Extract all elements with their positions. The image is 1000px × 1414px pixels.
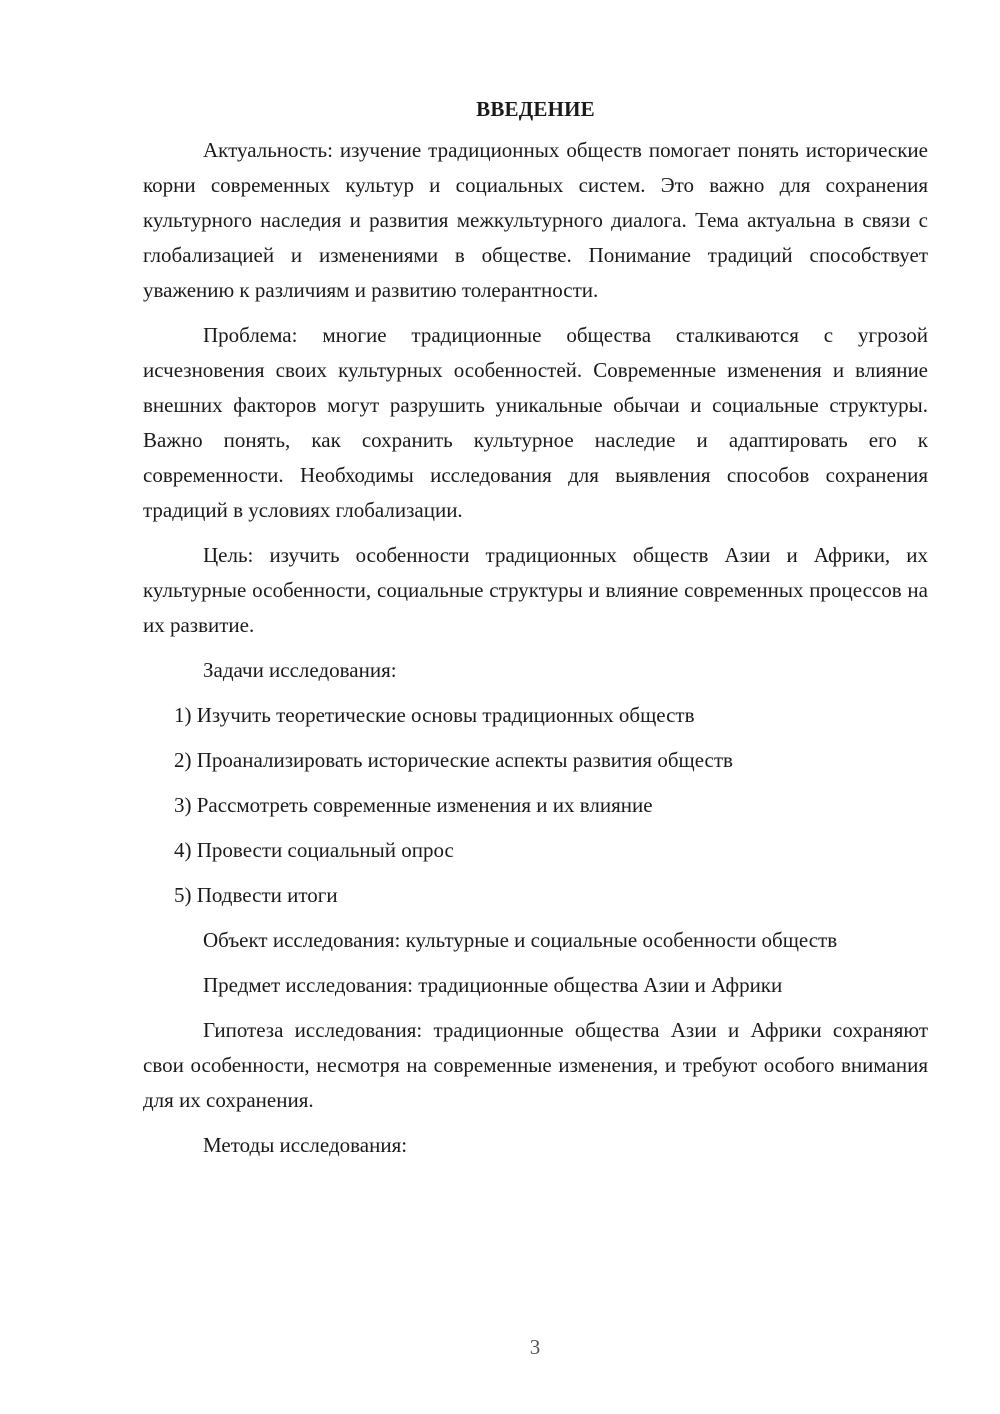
paragraph-relevance: Актуальность: изучение традиционных обществ помогает понять исторические корни современных культур и социальных систем. Это важно для сохранения культурного наследия и развития межкультурного диалога. Тема актуальна в связи с глобализацией и изменениями в обществе. Понимание традиций способствует уважению к различиям и развитию толерантности.: [143, 138, 928, 302]
list-item: 4) Провести социальный опрос: [174, 838, 454, 862]
list-item: 5) Подвести итоги: [174, 883, 338, 907]
paragraph-hypothesis: Гипотеза исследования: традиционные общества Азии и Африки сохраняют свои особенности, несмотря на современные изменения, и требуют особого внимания для их сохранения.: [143, 1018, 928, 1112]
paragraph-problem: Проблема: многие традиционные общества сталкиваются с угрозой исчезновения своих культурных особенностей. Современные изменения и влияние внешних факторов могут разрушить уникальные обычаи и социальные структуры. Важно понять, как сохранить культурное наследие и адаптировать его к современности. Необходимы исследования для выявления способов сохранения традиций в условиях глобализации.: [143, 323, 928, 522]
section-heading: ВВЕДЕНИЕ: [476, 97, 595, 121]
paragraph-object: Объект исследования: культурные и социальные особенности обществ: [203, 928, 838, 952]
document-page: [143, 92, 928, 1173]
list-item: 2) Проанализировать исторические аспекты развития обществ: [174, 748, 733, 772]
list-item: 1) Изучить теоретические основы традиционных обществ: [174, 703, 695, 727]
list-item: 3) Рассмотреть современные изменения и их влияние: [174, 793, 653, 817]
paragraph-tasks-title: Задачи исследования:: [203, 658, 397, 682]
paragraph-subject: Предмет исследования: традиционные общества Азии и Африки: [203, 973, 783, 997]
tasks-list: [143, 698, 928, 913]
paragraph-methods: Методы исследования:: [203, 1133, 408, 1157]
page-number: 3: [529, 1335, 541, 1359]
paragraph-goal: Цель: изучить особенности традиционных обществ Азии и Африки, их культурные особенности, социальные структуры и влияние современных процессов на их развитие.: [143, 543, 928, 637]
